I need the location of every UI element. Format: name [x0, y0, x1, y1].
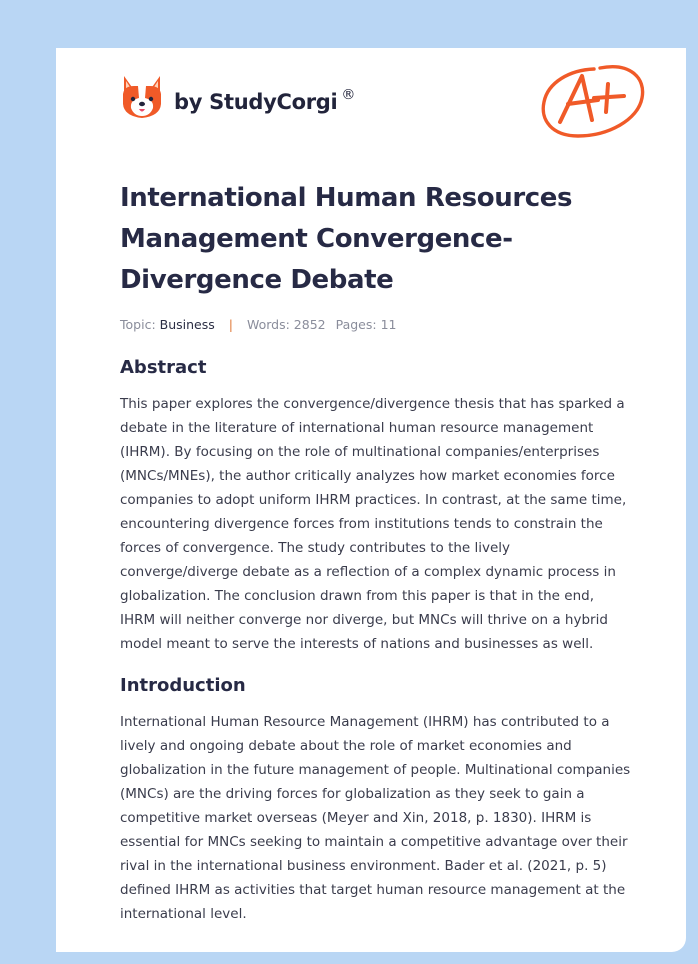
pages-label: Pages:: [335, 317, 377, 332]
words-value: 2852: [293, 317, 326, 332]
document-title: International Human Resources Management Convergence-Divergence Debate: [120, 183, 573, 295]
introduction-heading: Introduction: [120, 675, 246, 696]
introduction-paragraph: International Human Resource Management (IHRM) has contributed to a lively and ongoing debate about the role of market economies and globalization in the future management of people. Multinational companies (MNCs) are the driving forces for globalization as they seek to gain a competitive market overseas (Meyer and Xin, 2018, p. 1830). IHRM is essential for MNCs seeking to maintain a competitive advantage over their rival in the international business environment. Bader et al. (2021, p. 5) defined IHRM as activities that target human resource management at the international level.: [120, 714, 631, 922]
a-plus-grade-icon: [538, 58, 648, 142]
brand-name: by StudyCorgi ®: [174, 87, 356, 114]
page-header: [56, 48, 686, 168]
words-label: Words:: [246, 317, 290, 332]
document-page: [56, 48, 686, 952]
registered-mark: ®: [341, 87, 356, 103]
studycorgi-logo[interactable]: [120, 74, 355, 122]
meta-separator: |: [228, 317, 233, 332]
pages-value: 11: [380, 317, 397, 332]
topic-label: Topic:: [120, 317, 156, 332]
document-meta: [120, 316, 632, 334]
corgi-logo-icon: [120, 74, 164, 122]
article-content: [120, 178, 632, 926]
abstract-heading: Abstract: [120, 357, 207, 378]
topic-value[interactable]: Business: [159, 317, 215, 332]
abstract-paragraph: This paper explores the convergence/divergence thesis that has sparked a debate in the literature of international human resource management (IHRM). By focusing on the role of multinational companies/enterprises (MNCs/MNEs), the author critically analyzes how market economies force companies to adopt uniform IHRM practices. In contrast, at the same time, encountering divergence forces from institutions tends to constrain the forces of convergence. The study contributes to the lively converge/diverge debate as a reflection of a complex dynamic process in globalization. The conclusion drawn from this paper is that in the end, IHRM will neither converge nor diverge, but MNCs will thrive on a hybrid model meant to serve the interests of nations and businesses as well.: [120, 396, 627, 652]
